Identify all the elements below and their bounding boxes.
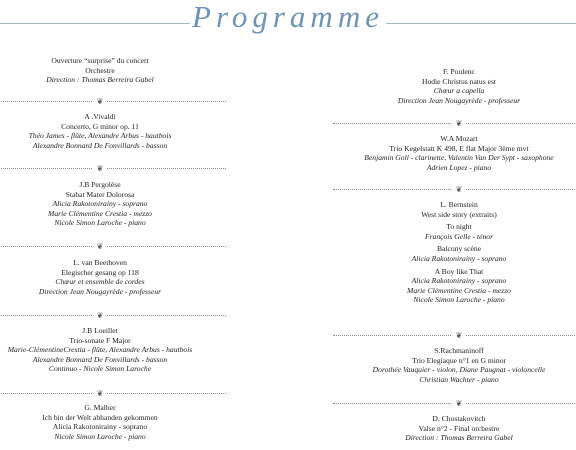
composer-name: S.Rachmaninoff bbox=[434, 346, 484, 355]
ornament-icon: ❦ bbox=[93, 164, 107, 173]
programme-entry bbox=[339, 200, 576, 305]
divider bbox=[0, 312, 226, 320]
divider bbox=[333, 332, 576, 340]
entry-line: Alicia Rakotonirainy - soprano bbox=[52, 422, 148, 432]
entry-line: Alicia Rakotonirainy - soprano bbox=[411, 253, 507, 263]
entry-line: Direction Jean Nougayrède - professeur bbox=[397, 95, 521, 105]
programme-entry bbox=[0, 258, 235, 296]
ornament-icon: ❦ bbox=[93, 242, 107, 251]
ornament-icon: ❦ bbox=[452, 331, 466, 340]
entry-line: Christian Wachter - piano bbox=[419, 374, 499, 384]
entry-line: Nicole Simon Laroche - piano bbox=[54, 431, 146, 441]
entry-line: Trio Kegelstatt K 498, E flat Major 3ème mvt bbox=[389, 143, 529, 153]
entry-line: A Boy like That bbox=[434, 266, 484, 276]
composer-name: L. van Beethoven bbox=[73, 258, 127, 267]
entry-line: Nicole Simon Laroche - piano bbox=[54, 218, 146, 228]
entry-line: François Gelle - ténor bbox=[424, 231, 494, 241]
programme-entry bbox=[0, 112, 235, 150]
composer-name: J.B Loeillet bbox=[82, 326, 118, 335]
title-rule-right bbox=[386, 23, 576, 24]
entry-line: Valse n°2 - Final orchestre bbox=[418, 423, 500, 433]
entry-line: Elegischer gesang op 118 bbox=[61, 267, 139, 277]
entry-line: Continuo - Nicole Simon Laroche bbox=[48, 364, 152, 374]
composer-name: D. Chostakovitch bbox=[432, 414, 486, 423]
entry-line: Marie Clémentine Crestia - mezzo bbox=[407, 285, 511, 295]
programme-entry bbox=[339, 67, 576, 105]
divider bbox=[0, 98, 226, 106]
entry-line: Marie-ClémentineCrestia - flûte, Alexandre Arbus - hautbois bbox=[7, 345, 193, 355]
composer-name: F. Poulenc bbox=[443, 67, 475, 76]
divider bbox=[333, 400, 576, 408]
entry-line: Direction : Thomas Berreira Gabel bbox=[405, 433, 513, 443]
composer-name: J.B Pergolèse bbox=[79, 180, 121, 189]
entry-line: Alicia Rakotonirainy - soprano bbox=[411, 276, 507, 286]
entry-line: Nicole Simon Laroche - piano bbox=[413, 295, 505, 305]
entry-line: Alexandre Bonnard De Fonvillards - basson bbox=[32, 354, 168, 364]
programme-entry bbox=[339, 346, 576, 384]
entry-line: Orchestre bbox=[85, 65, 115, 75]
composer-name: G. Malher bbox=[84, 403, 116, 412]
composer-name: A .Vivaldi bbox=[84, 112, 116, 121]
entry-line: Ich bin der Welt abhanden gekommen bbox=[42, 412, 158, 422]
dotted-rule bbox=[0, 393, 226, 394]
ornament-icon: ❦ bbox=[93, 389, 107, 398]
entry-line: Balcony scène bbox=[436, 244, 482, 254]
programme-entry bbox=[0, 403, 235, 441]
entry-line: Hodie Christus natus est bbox=[421, 76, 497, 86]
composer-name: Ouverture “surprise” du concert bbox=[51, 56, 149, 65]
entry-line: Direction : Thomas Berreira Gabel bbox=[46, 75, 154, 85]
ornament-icon: ❦ bbox=[452, 185, 466, 194]
entry-line: Direction Jean Nougayrède - professeur bbox=[38, 286, 162, 296]
entry-line: Théo James - flûte, Alexandre Arbus - hautbois bbox=[28, 131, 172, 141]
page-title: Programme bbox=[192, 0, 384, 34]
divider bbox=[0, 165, 226, 173]
programme-entry bbox=[0, 326, 235, 374]
entry-line: Benjamin Goll - clarinette, Valentin Van Der Sypt - saxophone bbox=[364, 153, 554, 163]
entry-line: Chœur a capella bbox=[433, 86, 485, 96]
ornament-icon: ❦ bbox=[452, 119, 466, 128]
entry-line: Dorothée Vauquier - violon, Diane Paugnat - violoncelle bbox=[372, 365, 546, 375]
programme-entry bbox=[0, 180, 235, 228]
ornament-icon: ❦ bbox=[93, 97, 107, 106]
entry-line: Concerto, G minor op. 11 bbox=[61, 121, 139, 131]
divider bbox=[0, 243, 226, 251]
dotted-rule bbox=[0, 315, 226, 316]
composer-name: L. Bernstein bbox=[440, 200, 478, 209]
divider bbox=[333, 186, 576, 194]
entry-line: Trio Elegiaque n°1 en G minor bbox=[411, 355, 507, 365]
dotted-rule bbox=[0, 168, 226, 169]
entry-line: Alicia Rakotonirainy - soprano bbox=[52, 199, 148, 209]
entry-line: West side story (extraits) bbox=[421, 209, 497, 219]
composer-name: W.A Mozart bbox=[440, 134, 478, 143]
ornament-icon: ❦ bbox=[93, 311, 107, 320]
entry-line: Chœur et ensemble de cordes bbox=[55, 277, 145, 287]
entry-line: Trio-sonate F Major bbox=[69, 335, 131, 345]
entry-line: Adrien Lopez - piano bbox=[426, 162, 492, 172]
divider bbox=[0, 390, 226, 398]
entry-line: Marie Clémentine Crestia - mezzo bbox=[48, 208, 152, 218]
dotted-rule bbox=[0, 101, 226, 102]
dotted-rule bbox=[0, 246, 226, 247]
divider bbox=[333, 120, 576, 128]
programme-entry bbox=[339, 134, 576, 172]
ornament-icon: ❦ bbox=[452, 399, 466, 408]
entry-line: To night bbox=[446, 222, 472, 232]
entry-line: Stabat Mater Dolorosa bbox=[65, 189, 135, 199]
programme-entry bbox=[0, 56, 235, 85]
programme-entry bbox=[339, 414, 576, 443]
title-rule-left bbox=[0, 23, 190, 24]
entry-line: Alexandre Bonnard De Fonvillards - basson bbox=[32, 140, 168, 150]
